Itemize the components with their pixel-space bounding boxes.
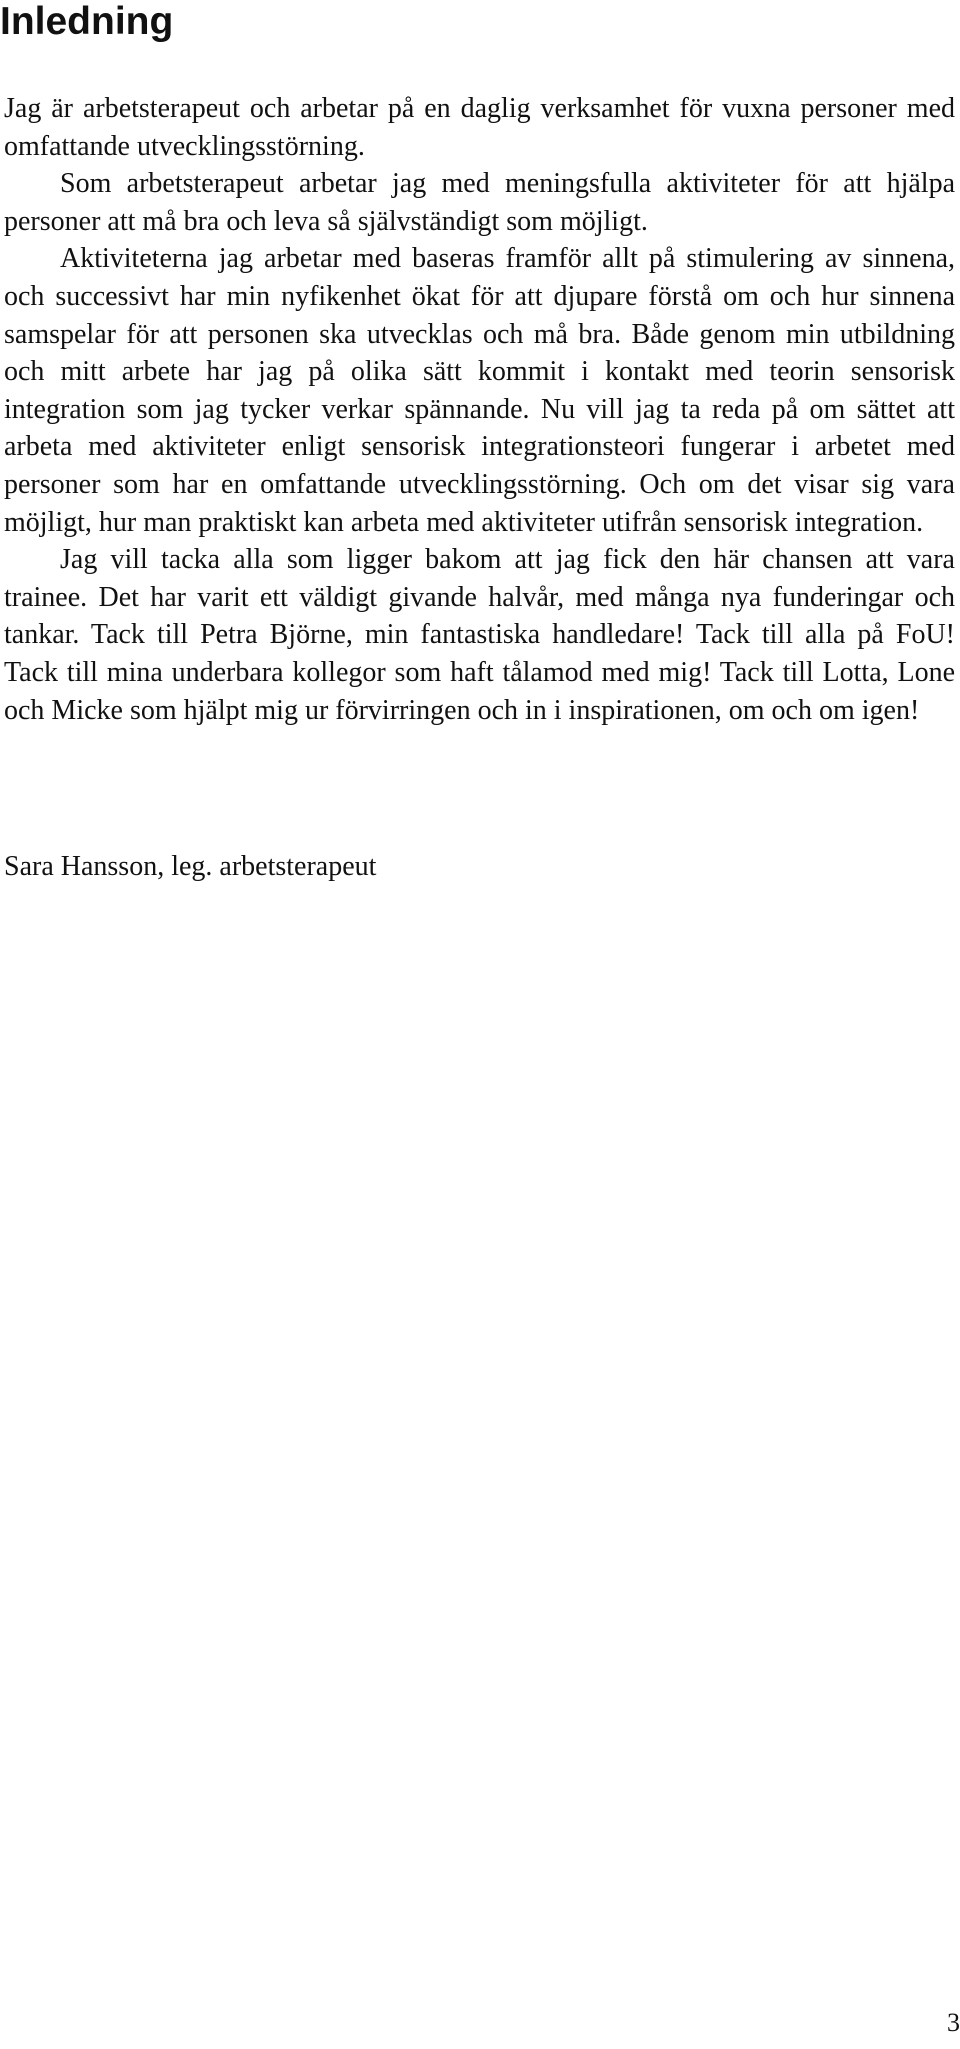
- body-text: [4, 90, 955, 729]
- paragraph-role: Som arbetsterapeut arbetar jag med meningsfulla aktiviteter för att hjälpa personer att må bra och leva så självständigt som möjligt.: [4, 168, 955, 237]
- paragraph-acknowledgements: Jag vill tacka alla som ligger bakom att jag fick den här chansen att vara trainee. Det har varit ett väldigt givande halvår, med många nya funderingar och tankar. Tack till Petra Björne, min fantastiska handledare! Tack till alla på FoU! Tack till mina underbara kollegor som haft tålamod med mig! Tack till Lotta, Lone och Micke som hjälpt mig ur förvirringen och in i inspirationen, om och om igen!: [4, 544, 955, 726]
- page-title: Inledning: [0, 0, 174, 43]
- paragraph-intro: Jag är arbetsterapeut och arbetar på en daglig verksamhet för vuxna personer med omfattande utvecklingsstörning.: [4, 93, 955, 162]
- page-number: 3: [947, 2008, 960, 2037]
- paragraph-activities: Aktiviteterna jag arbetar med baseras framför allt på stimulering av sinnena, och successivt har min nyfikenhet ökat för att djupare förstå om och hur sinnena samspelar för att personen ska utvecklas och må bra. Både genom min utbildning och mitt arbete har jag på olika sätt kommit i kontakt med teorin sensorisk integration som jag tycker verkar spännande. Nu vill jag ta reda på om sättet att arbeta med aktiviteter enligt sensorisk integrationsteori fungerar i arbetet med personer som har en omfattande utvecklingsstörning. Och om det visar sig vara möjligt, hur man praktiskt kan arbeta med aktiviteter utifrån sensorisk integration.: [4, 243, 955, 538]
- signature: Sara Hansson, leg. arbetsterapeut: [4, 851, 377, 882]
